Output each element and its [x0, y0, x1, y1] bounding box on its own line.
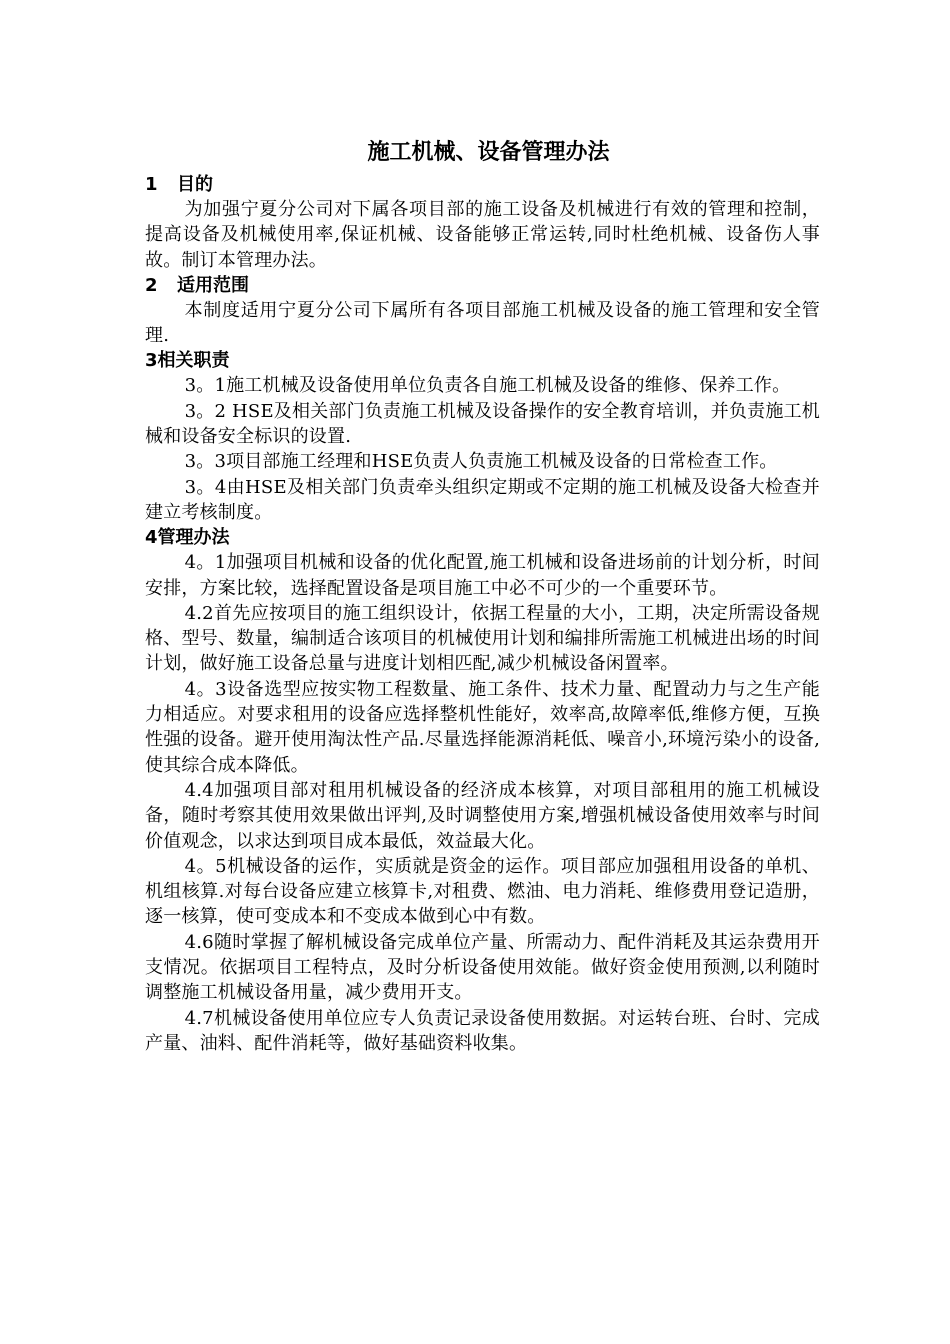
paragraph: 3。2 HSE及相关部门负责施工机械及设备操作的安全教育培训，并负责施工机械和设备安全标识的设置.: [145, 400, 820, 448]
section-heading-management: [145, 525, 820, 550]
section-number: 2: [145, 274, 158, 296]
section-number: 4: [145, 527, 158, 549]
section-title: 相关职责: [157, 350, 230, 372]
section-heading-purpose: [145, 172, 820, 197]
section-title: 目的: [177, 174, 213, 195]
section-number: 1: [145, 174, 158, 195]
paragraph: 4。1加强项目机械和设备的优化配置,施工机械和设备进场前的计划分析，时间安排，方案比较，选择配置设备是项目施工中必不可少的一个重要环节。: [145, 552, 820, 599]
paragraph: 4.6随时掌握了解机械设备完成单位产量、所需动力、配件消耗及其运杂费用开支情况。依据项目工程特点，及时分析设备使用效能。做好资金使用预测,以利随时调整施工机械设备用量，减少费用开支。: [145, 931, 820, 1004]
paragraph: 4.7机械设备使用单位应专人负责记录设备使用数据。对运转台班、台时、完成产量、油料、配件消耗等，做好基础资料收集。: [145, 1007, 820, 1054]
paragraph: 4.2首先应按项目的施工组织设计，依据工程量的大小，工期，决定所需设备规格、型号、数量，编制适合该项目的机械使用计划和编排所需施工机械进出场的时间计划，做好施工设备总量与进度计划相匹配,减少机械设备闲置率。: [145, 602, 820, 675]
section-title: 管理办法: [157, 527, 230, 549]
paragraph: 4.4加强项目部对租用机械设备的经济成本核算，对项目部租用的施工机械设备，随时考察其使用效果做出评判,及时调整使用方案,增强机械设备使用效率与时间价值观念，以求达到项目成本最低，效益最大化。: [145, 779, 820, 852]
paragraph: 3。4由HSE及相关部门负责牵头组织定期或不定期的施工机械及设备大检查并建立考核制度。: [145, 476, 820, 523]
section-title: 适用范围: [177, 274, 249, 296]
document-title: 施工机械、设备管理办法: [367, 139, 610, 165]
paragraph: 4。3设备选型应按实物工程数量、施工条件、技术力量、配置动力与之生产能力相适应。对要求租用的设备应选择整机性能好，效率高,故障率低,维修方便，互换性强的设备。避开使用淘汰性产品.尽量选择能源消耗低、噪音小,环境污染小的设备,使其综合成本降低。: [145, 678, 820, 776]
paragraph: 4。5机械设备的运作，实质就是资金的运作。项目部应加强租用设备的单机、机组核算.对每台设备应建立核算卡,对租费、燃油、电力消耗、维修费用登记造册，逐一核算，使可变成本和不变成本做到心中有数。: [145, 855, 820, 928]
section-heading-responsibilities: [145, 348, 820, 373]
paragraph: 为加强宁夏分公司对下属各项目部的施工设备及机械进行有效的管理和控制，提高设备及机械使用率,保证机械、设备能够正常运转,同时杜绝机械、设备伤人事故。制订本管理办法。: [145, 199, 820, 271]
section-number: 3: [145, 350, 158, 372]
document-page: [145, 132, 820, 1056]
paragraph: 3。3项目部施工经理和HSE负责人负责施工机械及设备的日常检查工作。: [184, 451, 778, 473]
paragraph: 本制度适用宁夏分公司下属所有各项目部施工机械及设备的施工管理和安全管理.: [145, 299, 820, 347]
paragraph: 3。1施工机械及设备使用单位负责各自施工机械及设备的维修、保养工作。: [184, 375, 791, 397]
section-heading-scope: [145, 273, 820, 298]
